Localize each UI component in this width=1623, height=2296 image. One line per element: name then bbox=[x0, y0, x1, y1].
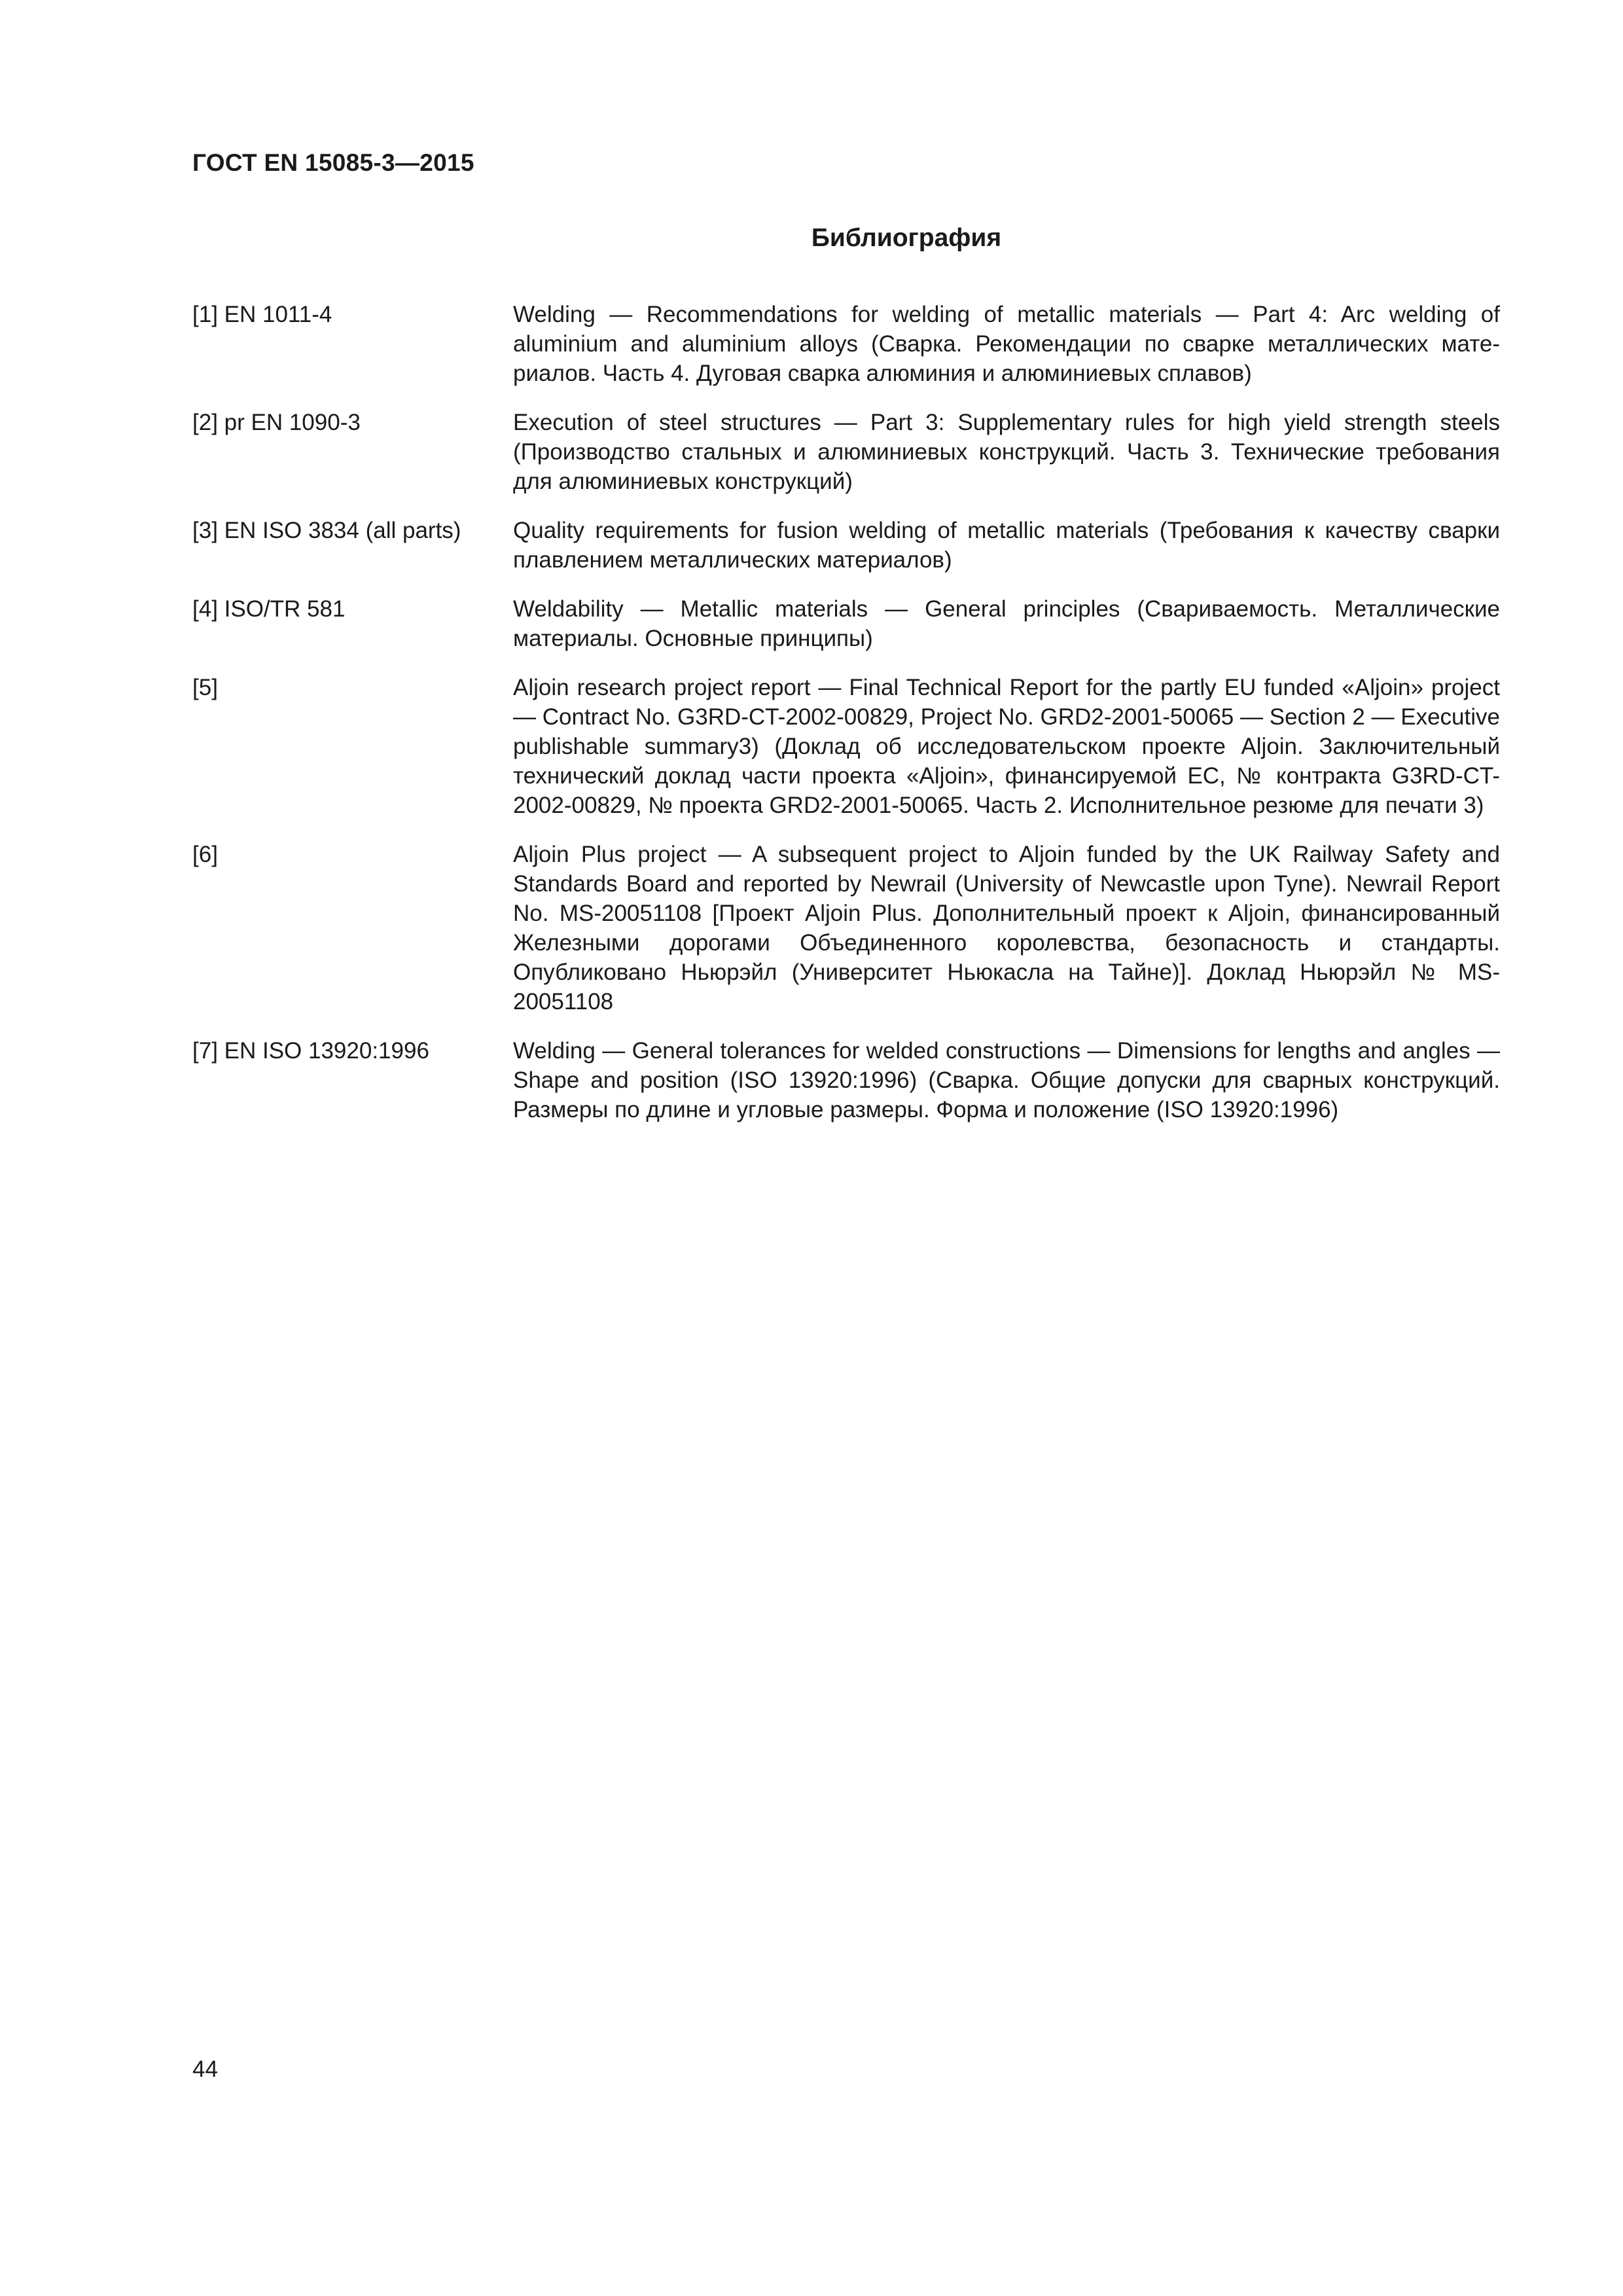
bibliography-reference: [3] EN ISO 3834 (all parts) bbox=[192, 518, 461, 543]
bibliography-entry-7 bbox=[192, 1036, 1501, 1124]
bibliography-description: Welding — General tolerances for welded constructions — Dimensions for lengths and angles — Shape and position (ISO 13920:1996) (Сварка. Общие допуски для сварных конструкций. Размеры по длине и угловые размеры. Форма и положение (ISO 13920:1996) bbox=[513, 1038, 1500, 1122]
bibliography-title: Библиография bbox=[811, 224, 1002, 252]
bibliography-entry-1 bbox=[192, 300, 1501, 388]
bibliography-entry-6 bbox=[192, 840, 1501, 1016]
bibliography-entry-2 bbox=[192, 408, 1501, 496]
bibliography-description: Execution of steel structures — Part 3: Supplementary rules for high yield strength steels (Производство стальных и алюминиевых конструкций. Часть 3. Технические требования для алюминиевых конструкций) bbox=[513, 410, 1500, 494]
bibliography-reference: [6] bbox=[192, 842, 218, 867]
bibliography-list bbox=[192, 300, 1501, 1144]
bibliography-description: Aljoin research project report — Final Technical Report for the partly EU funded «Aljoin» project — Contract No. G3RD-CT-2002-00829, Project No. GRD2-2001-50065 — Section 2 — Executive publishable summary3) (Доклад об исследовательском проекте Aljoin. Заключительный технический доклад части проекта «Aljoin», финансируемой ЕС, № контракта G3RD-CT-2002-00829, № проекта GRD2-2001-50065. Часть 2. Исполнительное резюме для печати 3) bbox=[513, 675, 1500, 818]
bibliography-reference: [7] EN ISO 13920:1996 bbox=[192, 1038, 429, 1064]
bibliography-description: Aljoin Plus project — A subsequent project to Aljoin funded by the UK Railway Safety and Standards Board and reported by Newrail (University of Newcastle upon Tyne). Newrail Report No. MS-20051108 [Проект Aljoin Plus. Дополнительный проект к Aljoin, финансированный Железными дорогами Объединенного королевства, безопасность и стандарты. Опубликовано Ньюрэйл (Университет Ньюкасла на Тайне)]. Доклад Ньюрэйл № MS-20051108 bbox=[513, 842, 1500, 1014]
bibliography-reference: [5] bbox=[192, 675, 218, 700]
bibliography-description: Weldability — Metallic materials — General principles (Свариваемость. Металлические материалы. Основные принципы) bbox=[513, 596, 1500, 651]
bibliography-description: Quality requirements for fusion welding of metallic materials (Требования к качеству сварки плавлением металлических материалов) bbox=[513, 518, 1500, 573]
bibliography-reference: [1] EN 1011-4 bbox=[192, 302, 332, 327]
bibliography-reference: [2] pr EN 1090-3 bbox=[192, 410, 361, 435]
bibliography-entry-3 bbox=[192, 516, 1501, 575]
page-number: 44 bbox=[192, 2056, 218, 2082]
bibliography-entry-5 bbox=[192, 673, 1501, 820]
document-code-header: ГОСТ EN 15085-3—2015 bbox=[192, 149, 474, 176]
bibliography-description: Welding — Recommendations for welding of metallic materials — Part 4: Arc welding of aluminium and aluminium alloys (Сварка. Рекомендации по сварке металлических материалов. Часть 4. Дуговая сварка алюминия и алюминиевых сплавов) bbox=[513, 302, 1500, 386]
bibliography-entry-4 bbox=[192, 594, 1501, 653]
bibliography-reference: [4] ISO/TR 581 bbox=[192, 596, 346, 622]
